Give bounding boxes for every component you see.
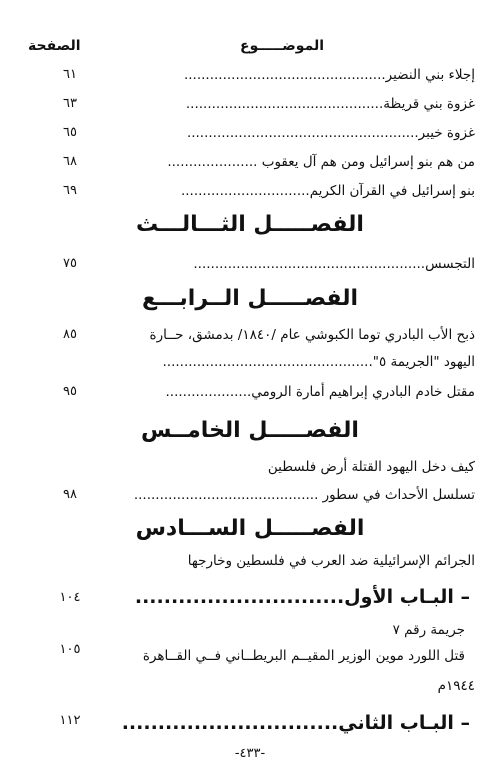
entry-title: جريمة رقم ٧ [392, 622, 465, 638]
entry-title: التجسس...................................................... [193, 256, 475, 272]
part-heading: – البـاب الأول............................. [134, 586, 470, 608]
toc-entry [40, 96, 475, 120]
entry-title: كيف دخل اليهود القتلة أرض فلسطين [267, 459, 475, 475]
toc-entry [40, 154, 475, 178]
toc-entry-continued [40, 678, 475, 702]
toc-entry [40, 327, 475, 351]
page-number: ٩٨ [63, 487, 77, 502]
page-number: ١١٢ [59, 713, 81, 728]
entry-title: اليهود "الجريمة ٥"................................................. [162, 354, 475, 370]
page-number: ٨٥ [63, 327, 77, 342]
entry-title: إجلاء بني النضير............................................... [183, 67, 475, 83]
toc-entry [40, 487, 475, 511]
page-number: ٦١ [63, 67, 77, 82]
page-number: ٩٥ [63, 384, 77, 399]
entry-title: بنو إسرائيل في القرآن الكريم.............................. [180, 183, 475, 199]
entry-title: مقتل خادم البادري إبراهيم أمارة الرومي.................... [165, 384, 475, 400]
toc-entry [40, 384, 475, 408]
entry-title: غزوة بني قريظة.............................................. [185, 96, 475, 112]
page-number: ٧٥ [63, 256, 77, 271]
entry-title: ذبح الأب البادري توما الكبوشي عام /١٨٤٠/ بدمشق، حــارة [149, 327, 475, 343]
toc-entry [40, 256, 475, 280]
chapter-heading: الفصـــــل الــرابـــع [141, 286, 359, 311]
entry-title: تسلسل الأحداث في سطور ........................................... [133, 487, 475, 503]
entry-title: ١٩٤٤م [437, 678, 475, 694]
page-number: ٦٨ [63, 154, 77, 169]
entry-title: غزوة خيبر...................................................... [186, 125, 475, 141]
page-number: ٦٥ [63, 125, 77, 140]
toc-entry [40, 67, 475, 91]
chapter-heading: الفصـــــل الســـادس [135, 516, 365, 541]
toc-entry [40, 642, 475, 672]
page-footer-number: -٤٣٣- [234, 746, 266, 761]
toc-entry [40, 183, 475, 207]
page-number: ٦٩ [63, 183, 77, 198]
page-number: ١٠٥ [59, 642, 81, 657]
toc-entry [40, 125, 475, 149]
entry-title: الجرائم الإسرائيلية ضد العرب في فلسطين وخارجها [187, 553, 475, 569]
chapter-heading: الفصـــــل الثـــالـــث [136, 212, 364, 237]
toc-entry [40, 459, 475, 483]
toc-entry-continued [40, 354, 475, 378]
page-number: ٦٣ [63, 96, 77, 111]
chapter-heading: الفصـــــل الخامــس [141, 418, 359, 443]
page-header: الصفحة [28, 38, 81, 54]
toc-entry [40, 622, 475, 646]
toc-entry [40, 553, 475, 577]
entry-title: قتل اللورد موين الوزير المقيــم البريطــاني فــي القــاهرة [142, 648, 465, 664]
topic-header: الموضـــــوع [240, 38, 325, 54]
entry-title: من هم بنو إسرائيل ومن هم آل يعقوب ..................... [167, 154, 475, 170]
page-number: ١٠٤ [59, 590, 81, 605]
part-heading: – البـاب الثاني.............................. [121, 712, 470, 734]
